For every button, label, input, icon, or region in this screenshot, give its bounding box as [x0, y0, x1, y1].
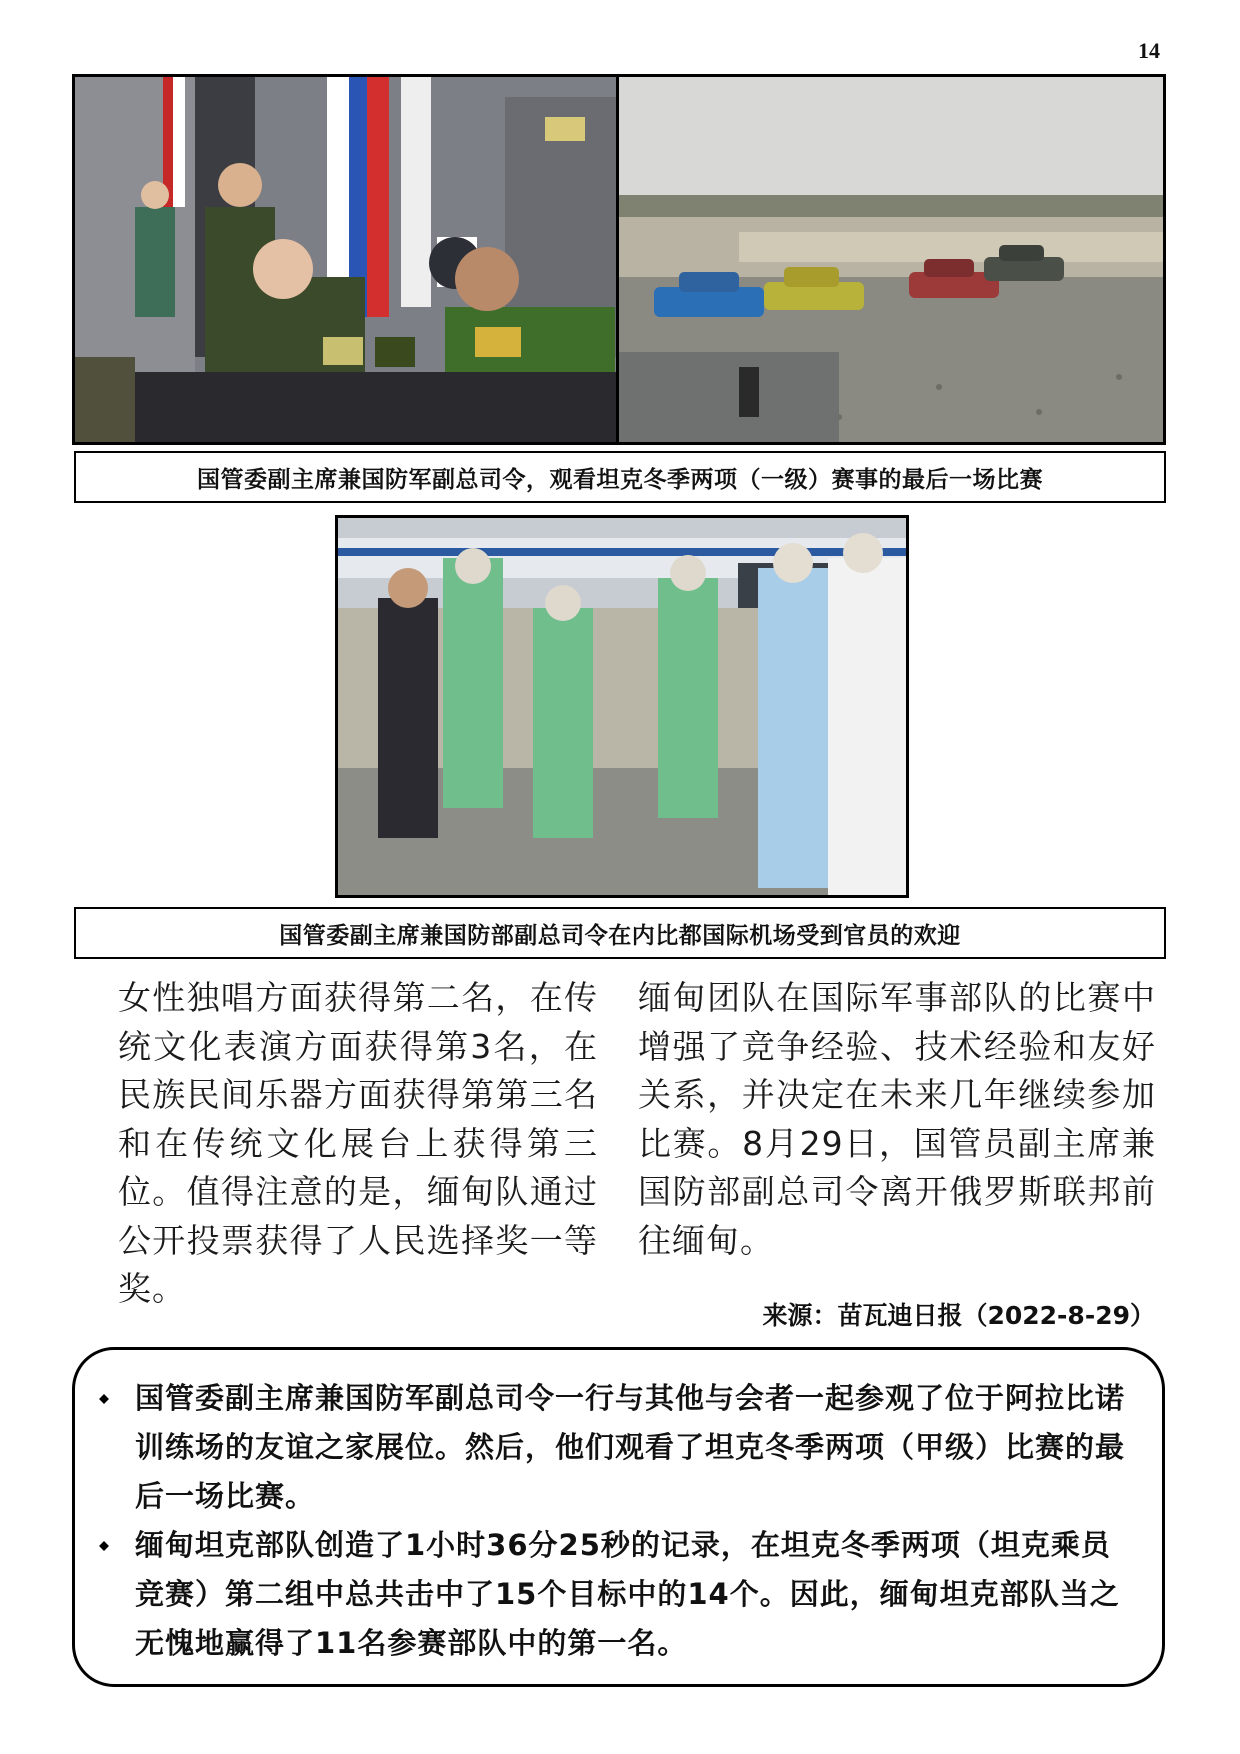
- diamond-bullet-icon: [99, 1541, 109, 1551]
- diamond-bullet-icon: [99, 1394, 109, 1404]
- caption-first: [74, 451, 1166, 503]
- source-line: 来源：苗瓦迪日报（2022-8-29）: [762, 1301, 1155, 1330]
- highlight-item: [135, 1521, 1135, 1668]
- photo-tanks-field: [616, 74, 1166, 445]
- highlights-box: [72, 1347, 1165, 1687]
- caption-first-text: 国管委副主席兼国防军副总司令，观看坦克冬季两项（一级）赛事的最后一场比赛: [197, 466, 1043, 493]
- photo-airport-welcome-icon: [338, 518, 906, 895]
- highlight-item: [135, 1374, 1135, 1521]
- caption-second-text: 国管委副主席兼国防部副总司令在内比都国际机场受到官员的欢迎: [279, 922, 961, 949]
- page-number: 14: [1138, 38, 1160, 63]
- right-column-text: 缅甸团队在国际军事部队的比赛中增强了竞争经验、技术经验和友好关系，并决定在未来几年继续参加比赛。8月29日，国管员副主席兼国防部副总司令离开俄罗斯联邦前往缅甸。: [638, 978, 1156, 1260]
- photo-airport-welcome: [335, 515, 909, 898]
- photo-officials-watching: [72, 74, 622, 445]
- highlight-text: 缅甸坦克部队创造了1小时36分25秒的记录，在坦克冬季两项（坦克乘员竞赛）第二组中总共击中了15个目标中的14个。因此，缅甸坦克部队当之无愧地赢得了11名参赛部队中的第一名。: [135, 1528, 1120, 1660]
- left-column-text: 女性独唱方面获得第二名，在传统文化表演方面获得第3名，在民族民间乐器方面获得第第三名和在传统文化展台上获得第三位。值得注意的是，缅甸队通过公开投票获得了人民选择奖一等奖。: [118, 978, 598, 1308]
- photo-tanks-field-icon: [619, 77, 1163, 442]
- caption-second: [74, 907, 1166, 959]
- highlight-text: 国管委副主席兼国防军副总司令一行与其他与会者一起参观了位于阿拉比诺训练场的友谊之家展位。然后，他们观看了坦克冬季两项（甲级）比赛的最后一场比赛。: [135, 1381, 1126, 1513]
- photo-officials-watching-icon: [75, 77, 619, 442]
